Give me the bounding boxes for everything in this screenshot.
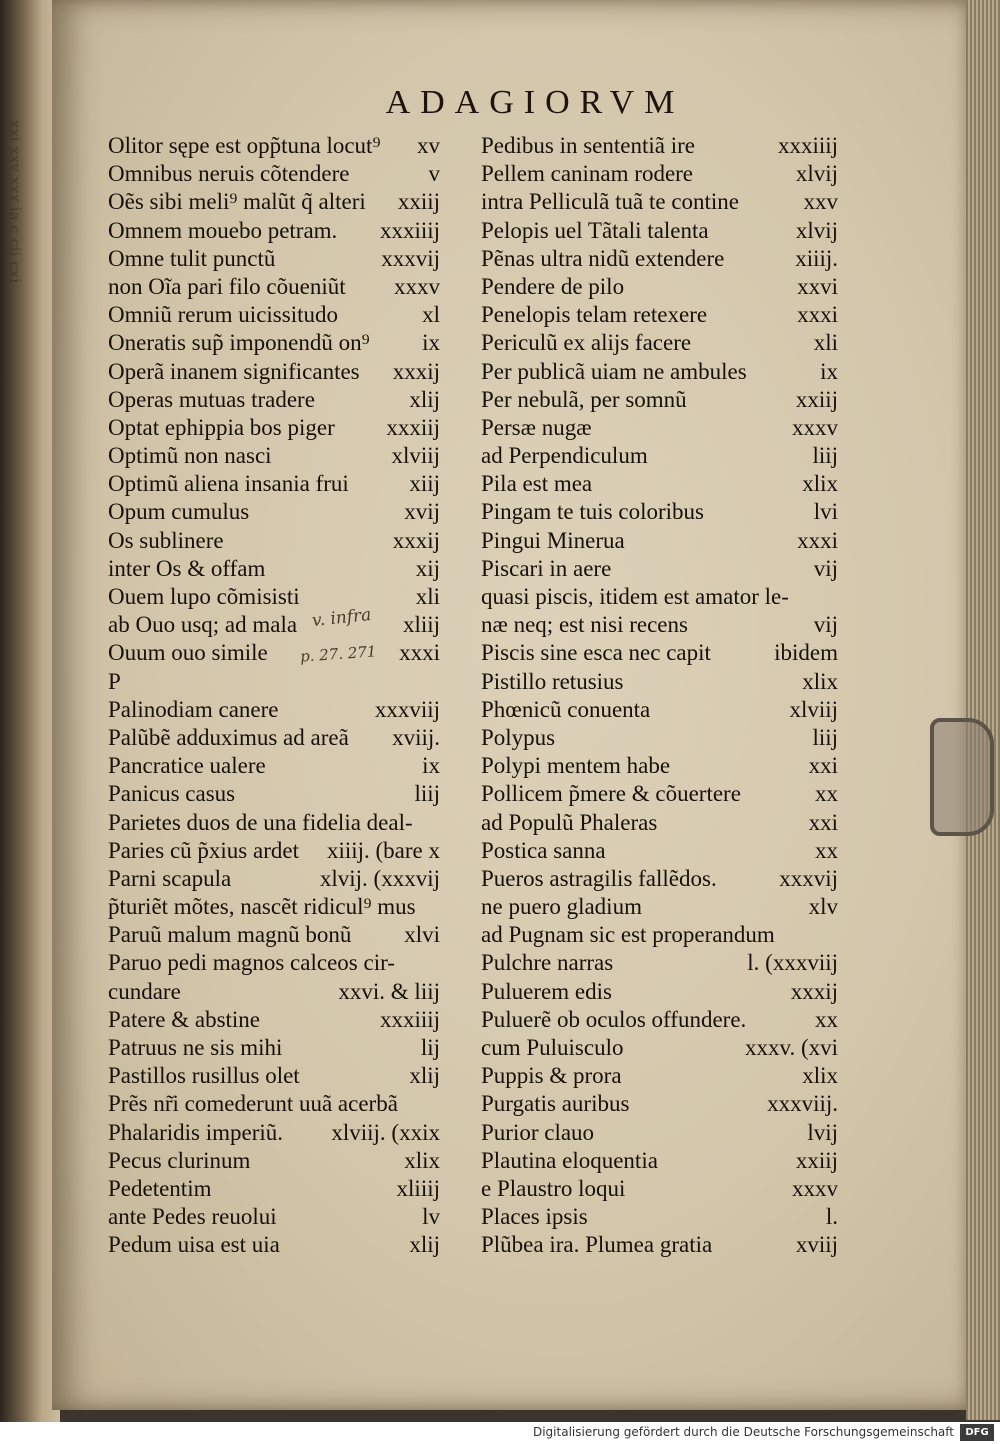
right-entry-text: Pistillo retusius <box>481 668 624 694</box>
right-entry-folio: xlix <box>802 471 838 497</box>
index-row <box>108 133 838 161</box>
footer-bar <box>0 1422 1000 1444</box>
index-row <box>108 499 838 527</box>
page-clip <box>930 718 994 836</box>
right-entry-folio: xli <box>813 330 838 356</box>
right-entry-text: Polypi mentem habe <box>481 753 671 779</box>
right-entry-text: Postica sanna <box>481 837 606 863</box>
index-row <box>108 640 838 668</box>
right-entry-folio: xlix <box>802 1063 838 1089</box>
left-entry-text: Pedum uisa est uia <box>108 1232 280 1258</box>
right-entry-text: Pellem caninam rodere <box>481 161 694 187</box>
left-entry-folio: xxxvij <box>381 245 440 271</box>
right-entry-text: cum Puluisculo <box>481 1035 624 1060</box>
right-entry-text: Pila est mea <box>481 471 593 497</box>
left-entry-text: Oẽs sibi meli⁹ malũt q̃ alteri <box>108 189 366 215</box>
handwritten-note: v. infra <box>311 604 373 632</box>
right-entry-text: Penelopis telam retexere <box>481 302 708 328</box>
right-entry-text: Piscari in aere <box>481 555 612 581</box>
left-entry-text: Paries cũ p̃xius ardet <box>108 837 299 863</box>
right-entry-folio: xlvij <box>795 217 838 243</box>
left-entry-folio: xxxiiij <box>379 217 440 243</box>
left-entry-text: ante Pedes reuolui <box>108 1204 277 1230</box>
page-edges <box>966 0 1000 1420</box>
right-entry-folio: l. <box>825 1204 838 1230</box>
right-entry-folio: vij <box>813 612 838 638</box>
left-entry-text: Operas mutuas tradere <box>108 386 315 412</box>
right-entry-folio: xiiij. <box>795 245 838 271</box>
right-entry-folio: xxxv. (xvi <box>744 1035 838 1060</box>
right-entry-text: Pulchre narras <box>481 950 614 976</box>
right-entry-text: ad Pugnam sic est properandum <box>481 922 775 948</box>
right-entry-text: Puluerẽ ob oculos offundere. <box>481 1006 747 1032</box>
right-entry-folio: xxxv <box>792 1175 838 1201</box>
left-entry-text: Paruũ malum magnũ bonũ <box>108 922 352 948</box>
right-entry-folio: ibidem <box>774 640 838 666</box>
index-row <box>108 781 838 809</box>
left-entry-text: Os sublinere <box>108 527 224 553</box>
left-entry-folio: xxxiij <box>386 414 440 440</box>
index-row <box>108 1148 838 1176</box>
left-entry-folio: xiij <box>409 471 440 497</box>
index-row <box>108 161 838 189</box>
left-entry-text: Parni scapula <box>108 865 232 891</box>
left-entry-text: P <box>108 668 121 694</box>
left-entry-text: Paruo pedi magnos calceos cir- <box>108 950 395 976</box>
left-entry-text: cundare <box>108 978 181 1004</box>
right-entry-folio: xxxv <box>792 414 838 440</box>
right-entry-folio: xx <box>815 1006 838 1032</box>
right-entry-text: ne puero gladium <box>481 894 642 920</box>
right-entry-text: Periculũ ex alijs facere <box>481 330 692 356</box>
right-entry-folio: xviij <box>795 1232 838 1258</box>
left-entry-folio: liij <box>414 781 440 807</box>
funding-credit: Digitalisierung gefördert durch die Deutsche Forschungsgemeinschaft <box>532 1425 954 1439</box>
index-row <box>108 1232 838 1260</box>
index-row <box>108 697 838 725</box>
right-entry-folio: xxv <box>803 189 838 215</box>
index-row <box>108 725 838 753</box>
right-entry-text: Pollicem p̃mere & cõuertere <box>481 781 741 807</box>
right-entry-text: Purior clauo <box>481 1119 595 1145</box>
left-entry-folio: lij <box>420 1035 440 1060</box>
index-row <box>108 359 838 387</box>
left-entry-folio: xij <box>415 555 440 581</box>
left-entry-folio: xxxij <box>392 358 440 384</box>
left-entry-folio: xxiij <box>397 189 440 215</box>
left-entry-folio: xxvi. & liij <box>338 978 440 1004</box>
left-entry-text: Optat ephippia bos piger <box>108 414 335 440</box>
right-entry-text: Places ipsis <box>481 1204 588 1230</box>
left-entry-folio: ix <box>422 330 440 356</box>
left-entry-text: Pastillos rusillus olet <box>108 1063 300 1089</box>
left-entry-text: Omnibus neruis cõtendere <box>108 161 350 187</box>
left-entry-folio: xlix <box>404 1147 440 1173</box>
right-entry-folio: xxxvij <box>779 865 838 891</box>
right-entry-folio: xxiij <box>795 1147 838 1173</box>
left-entry-folio: xlij <box>409 386 440 412</box>
left-entry-text: Omne tulit punctũ <box>108 245 276 271</box>
left-entry-text: Optimũ aliena insania frui <box>108 471 349 497</box>
left-entry-text: Palinodiam canere <box>108 696 279 722</box>
index-row <box>108 922 838 950</box>
right-entry-folio: xx <box>815 837 838 863</box>
left-entry-text: non Oĩa pari filo cõueniũt <box>108 273 346 299</box>
left-entry-text: Patruus ne sis mihi <box>108 1035 283 1060</box>
index-row <box>108 274 838 302</box>
left-entry-folio: xlviij <box>391 443 440 469</box>
right-entry-text: Purgatis auribus <box>481 1091 630 1117</box>
right-entry-text: Puluerem edis <box>481 978 612 1004</box>
left-entry-text: Parietes duos de una fidelia deal- <box>108 809 413 835</box>
index-row <box>108 415 838 443</box>
left-entry-text: Operã inanem significantes <box>108 358 360 384</box>
adage-index-table <box>108 133 838 1261</box>
index-row <box>108 189 838 217</box>
index-row <box>108 528 838 556</box>
right-entry-folio: lvi <box>813 499 838 525</box>
left-entry-text: Patere & abstine <box>108 1006 261 1032</box>
right-entry-text: Phœnicũ conuenta <box>481 696 651 722</box>
left-page-fragment: xxi xxv xxx ia c cii cxi <box>6 120 24 283</box>
right-entry-folio: xxi <box>808 753 838 779</box>
right-entry-text: Puppis & prora <box>481 1063 622 1089</box>
page-header: ADAGIORVM <box>385 84 685 121</box>
right-entry-folio: l. (xxxviij <box>747 950 838 976</box>
left-entry-text: Palũbẽ adduximus ad areã <box>108 724 349 750</box>
index-row <box>108 612 838 640</box>
right-entry-folio: liij <box>812 443 838 469</box>
index-row <box>108 246 838 274</box>
left-entry-folio: xv <box>417 133 440 158</box>
index-row <box>108 1063 838 1091</box>
left-entry-folio: xli <box>415 584 440 609</box>
index-row <box>108 894 838 922</box>
handwritten-note: p. 27. 271 <box>299 642 377 666</box>
left-entry-folio: xlvij. (xxxvij <box>319 865 440 891</box>
left-entry-folio: xl <box>422 302 440 328</box>
right-entry-text: Per nebulã, per somnũ <box>481 386 687 412</box>
left-entry-folio: xvij <box>404 499 440 525</box>
index-row <box>108 866 838 894</box>
right-entry-text: Pingam te tuis coloribus <box>481 499 704 525</box>
right-entry-folio: xxvi <box>797 273 838 299</box>
index-row <box>108 1176 838 1204</box>
right-entry-text: Polypus <box>481 724 556 750</box>
index-row <box>108 838 838 866</box>
index-row <box>108 753 838 781</box>
index-row <box>108 669 838 697</box>
right-entry-text: Pedibus in sententiã ire <box>481 133 695 158</box>
left-entry-text: Optimũ non nasci <box>108 443 272 469</box>
left-entry-folio: xxxviij <box>374 696 440 722</box>
right-entry-folio: xxxiiij <box>777 133 838 158</box>
index-row <box>108 302 838 330</box>
left-entry-text: inter Os & offam <box>108 555 266 581</box>
right-entry-folio: xxi <box>808 809 838 835</box>
right-entry-folio: xxiij <box>795 386 838 412</box>
left-entry-text: Panicus casus <box>108 781 236 807</box>
right-entry-text: Pẽnas ultra nidũ extendere <box>481 245 725 271</box>
left-entry-text: Pedetentim <box>108 1175 212 1201</box>
left-entry-folio: ix <box>422 753 440 779</box>
left-entry-folio: xlij <box>409 1063 440 1089</box>
left-entry-folio: xviij. <box>392 724 440 750</box>
right-entry-text: Per publicã uiam ne ambules <box>481 358 747 384</box>
right-entry-folio: xxxij <box>790 978 838 1004</box>
index-row <box>108 1204 838 1232</box>
left-entry-text: Omniũ rerum uicissitudo <box>108 302 338 328</box>
right-entry-text: næ neq; est nisi recens <box>481 612 688 638</box>
right-entry-text: Pelopis uel Tãtali talenta <box>481 217 709 243</box>
index-row <box>108 810 838 838</box>
left-entry-text: Prẽs nr̃i comederunt uuã acerbã <box>108 1091 398 1117</box>
right-entry-folio: xlv <box>808 894 838 920</box>
index-row <box>108 218 838 246</box>
right-entry-folio: xlvij <box>795 161 838 187</box>
left-entry-folio: xlij <box>409 1232 440 1258</box>
left-entry-folio: xxxij <box>392 527 440 553</box>
right-entry-folio: xlix <box>802 668 838 694</box>
right-entry-text: Pendere de pilo <box>481 273 625 299</box>
left-entry-text: p̃turiẽt mõtes, nascẽt ridicul⁹ mus <box>108 894 416 920</box>
left-entry-text: Olitor sępe est opp̃tuna locut⁹ <box>108 133 381 158</box>
left-entry-folio: xxxiiij <box>379 1006 440 1032</box>
index-row <box>108 556 838 584</box>
left-entry-text: Opum cumulus <box>108 499 250 525</box>
left-entry-text: Oneratis sup̃ imponendũ on⁹ <box>108 330 370 356</box>
left-entry-folio: xlviij. (xxix <box>331 1119 440 1145</box>
index-row <box>108 1091 838 1119</box>
right-entry-folio: liij <box>812 724 838 750</box>
left-entry-folio: xxxi <box>399 640 440 666</box>
index-row <box>108 330 838 358</box>
right-entry-text: ad Perpendiculum <box>481 443 648 469</box>
right-entry-text: Plautina eloquentia <box>481 1147 658 1173</box>
right-entry-folio: xx <box>815 781 838 807</box>
left-entry-folio: v <box>428 161 440 187</box>
index-row <box>108 387 838 415</box>
right-entry-text: Piscis sine esca nec capit <box>481 640 711 666</box>
right-entry-text: Persæ nugæ <box>481 414 592 440</box>
left-entry-folio: xiiij. (bare x <box>326 837 440 863</box>
left-entry-folio: lv <box>422 1204 440 1230</box>
left-entry-folio: xlvi <box>404 922 440 948</box>
right-entry-text: Pingui Minerua <box>481 527 625 553</box>
right-entry-text: quasi piscis, itidem est amator le- <box>481 584 789 609</box>
left-entry-text: Pecus clurinum <box>108 1147 251 1173</box>
right-entry-text: ad Populũ Phaleras <box>481 809 658 835</box>
left-entry-text: Ouum ouo simile <box>108 640 268 666</box>
right-entry-folio: xxxviij. <box>767 1091 838 1117</box>
right-entry-folio: lvij <box>807 1119 838 1145</box>
left-entry-folio: xxxv <box>394 273 440 299</box>
dfg-logo: DFG <box>960 1424 994 1441</box>
right-entry-text: Plũbea ira. Plumea gratia <box>481 1232 713 1258</box>
left-entry-text: Phalaridis imperiũ. <box>108 1119 284 1145</box>
left-entry-text: Ouem lupo cõmisisti <box>108 584 300 609</box>
index-row <box>108 1120 838 1148</box>
index-row <box>108 443 838 471</box>
right-entry-folio: vij <box>813 555 838 581</box>
index-row <box>108 1007 838 1035</box>
left-entry-folio: xliiij <box>396 1175 440 1201</box>
right-entry-folio: ix <box>820 358 838 384</box>
left-entry-text: Pancratice ualere <box>108 753 266 779</box>
right-entry-text: intra Pelliculã tuã te contine <box>481 189 740 215</box>
index-row <box>108 979 838 1007</box>
index-row <box>108 471 838 499</box>
left-entry-text: Omnem mouebo petram. <box>108 217 338 243</box>
index-row <box>108 584 838 612</box>
right-entry-folio: xxxi <box>797 302 838 328</box>
right-entry-text: e Plaustro loqui <box>481 1175 626 1201</box>
index-row <box>108 1035 838 1063</box>
index-row <box>108 950 838 978</box>
right-entry-text: Pueros astragilis fallẽdos. <box>481 865 717 891</box>
left-entry-folio: xliij <box>402 612 440 638</box>
left-entry-text: ab Ouo usq; ad mala <box>108 612 298 638</box>
right-entry-folio: xxxi <box>797 527 838 553</box>
right-entry-folio: xlviij <box>789 696 838 722</box>
